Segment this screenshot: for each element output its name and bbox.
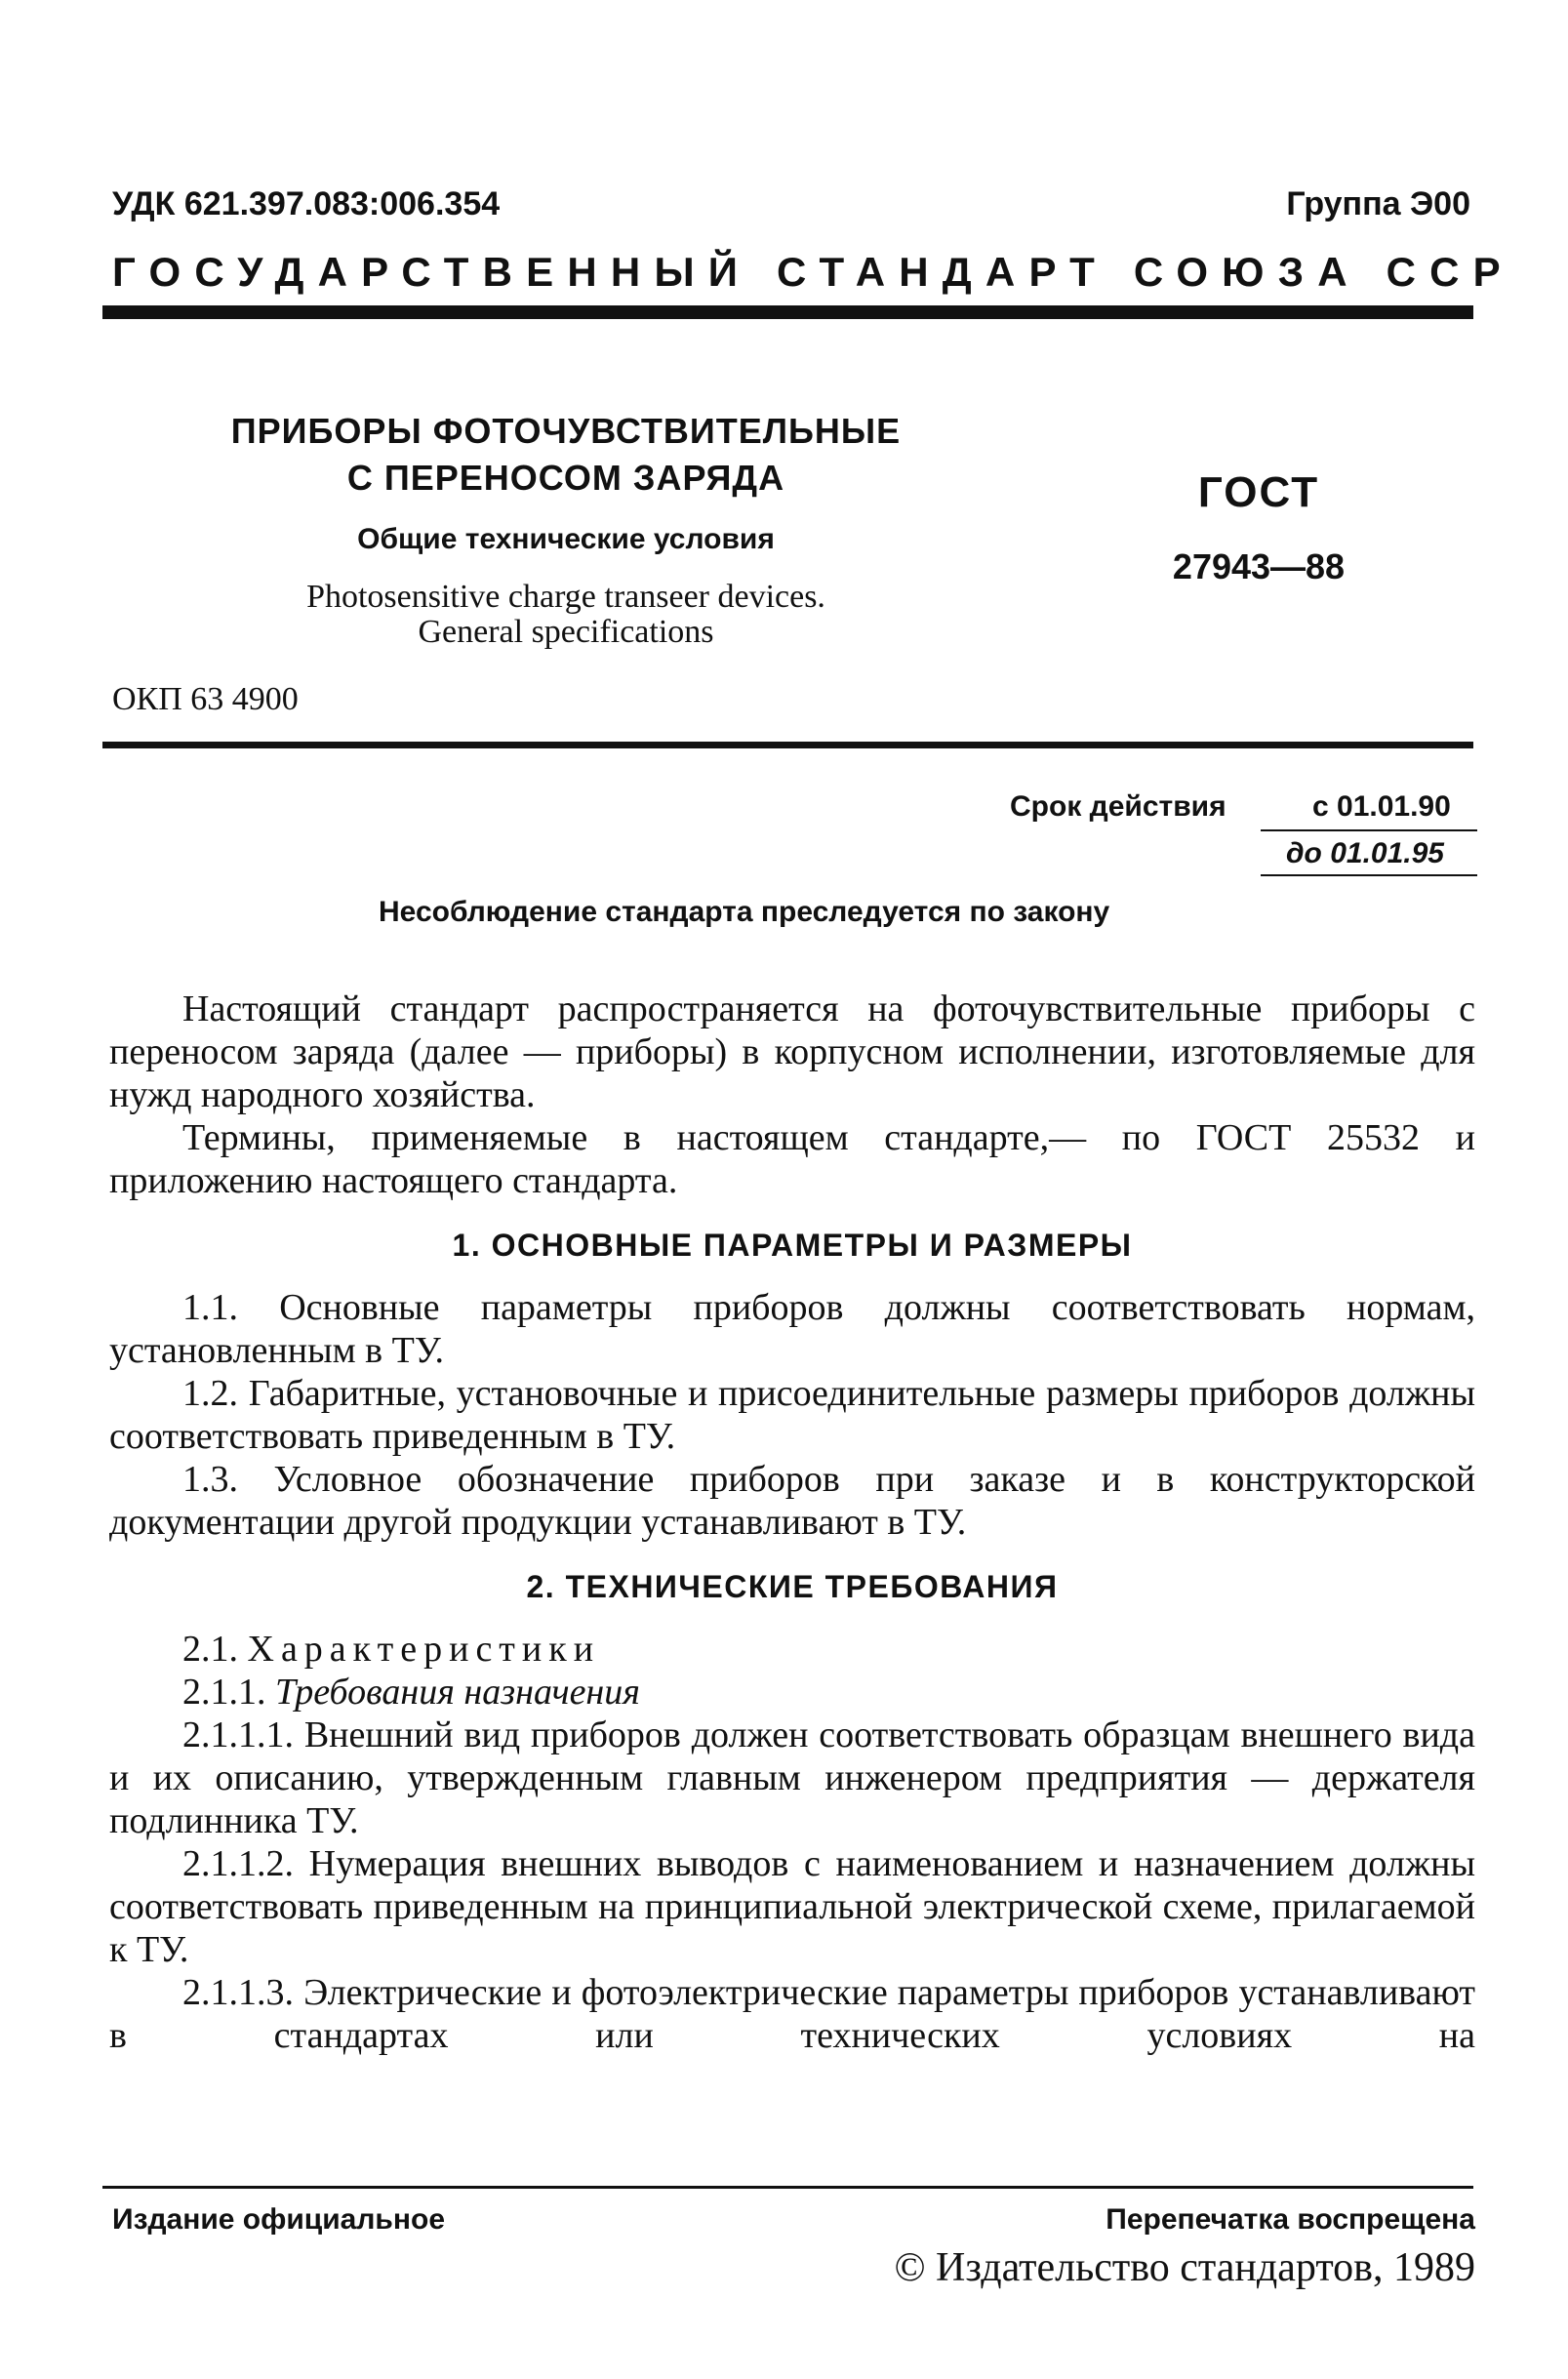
subtitle: Общие технические условия <box>357 523 775 555</box>
english-title-line-2: General specifications <box>418 614 714 650</box>
title-divider <box>102 742 1473 748</box>
clause-2-1-1-3: 2.1.1.3. Электрические и фотоэлектрические параметры приборов устанавливают в стандартах или технических условиях на <box>109 1972 1475 2056</box>
intro-paragraph-1: Настоящий стандарт распространяется на фоточувствительные приборы с переносом заряда (далее — приборы) в корпусном исполнении, изготовляемые для нужд народного хозяйства. <box>109 988 1475 1115</box>
section-2-heading: 2. ТЕХНИЧЕСКИЕ ТРЕБОВАНИЯ <box>526 1569 1059 1604</box>
clause-2-1 <box>109 1628 1475 1671</box>
body-text <box>109 988 1475 2057</box>
law-notice: Несоблюдение стандарта преследуется по закону <box>379 896 1110 928</box>
clause-1-3: 1.3. Условное обозначение приборов при заказе и в конструкторской документации другой продукции устанавливают в ТУ. <box>109 1459 1475 1543</box>
udk-code: УДК 621.397.083:006.354 <box>112 185 501 222</box>
english-title-line-1: Photosensitive charge transeer devices. <box>306 579 825 615</box>
clause-2-1-title: Характеристики <box>247 1629 601 1670</box>
clause-1-1: 1.1. Основные параметры приборов должны соответствовать нормам, установленным в ТУ. <box>109 1287 1475 1371</box>
clause-2-1-1-1: 2.1.1.1. Внешний вид приборов должен соответствовать образцам внешнего вида и их описанию, утвержденным главным инженером предприятия — держателя подлинника ТУ. <box>109 1714 1475 1841</box>
group-code: Группа Э00 <box>1286 185 1470 222</box>
title-line-1: ПРИБОРЫ ФОТОЧУВСТВИТЕЛЬНЫЕ <box>230 411 902 451</box>
validity-rule-2 <box>1261 874 1477 876</box>
clause-2-1-number: 2.1. <box>182 1629 238 1670</box>
clause-2-1-1-2: 2.1.1.2. Нумерация внешних выводов с наименованием и назначением должны соответствовать приведенным на принципиальной электрической схеме, прилагаемой к ТУ. <box>109 1843 1475 1970</box>
clause-2-1-1-number: 2.1.1. <box>182 1672 266 1713</box>
english-title <box>205 580 927 650</box>
header-divider <box>102 305 1473 319</box>
valid-from-date: с 01.01.90 <box>1312 790 1451 823</box>
official-edition: Издание официальное <box>112 2203 446 2236</box>
validity-rule-1 <box>1261 829 1477 831</box>
clause-2-1-1-title: Требования назначения <box>275 1672 640 1713</box>
gost-block <box>1142 468 1376 587</box>
gost-number: 27943—88 <box>1172 546 1346 586</box>
state-standard-banner: ГОСУДАРСТВЕННЫЙ СТАНДАРТ СОЮЗА ССР <box>112 249 1514 295</box>
clause-1-2: 1.2. Габаритные, установочные и присоединительные размеры приборов должны соответствовать приведенным в ТУ. <box>109 1373 1475 1457</box>
validity-label: Срок действия <box>1010 790 1226 823</box>
valid-to-date: до 01.01.95 <box>1286 837 1444 869</box>
footer-divider <box>102 2186 1473 2189</box>
title-line-2: С ПЕРЕНОСОМ ЗАРЯДА <box>346 458 785 498</box>
section-1-heading: 1. ОСНОВНЫЕ ПАРАМЕТРЫ И РАЗМЕРЫ <box>452 1228 1133 1263</box>
okp-code: ОКП 63 4900 <box>112 681 299 717</box>
reprint-notice: Перепечатка воспрещена <box>1106 2203 1475 2236</box>
title-block <box>205 408 927 650</box>
copyright-notice: © Издательство стандартов, 1989 <box>894 2245 1475 2290</box>
gost-label: ГОСТ <box>1197 468 1320 516</box>
clause-2-1-1 <box>109 1671 1475 1714</box>
intro-paragraph-2: Термины, применяемые в настоящем стандарте,— по ГОСТ 25532 и приложению настоящего стандарта. <box>109 1117 1475 1201</box>
